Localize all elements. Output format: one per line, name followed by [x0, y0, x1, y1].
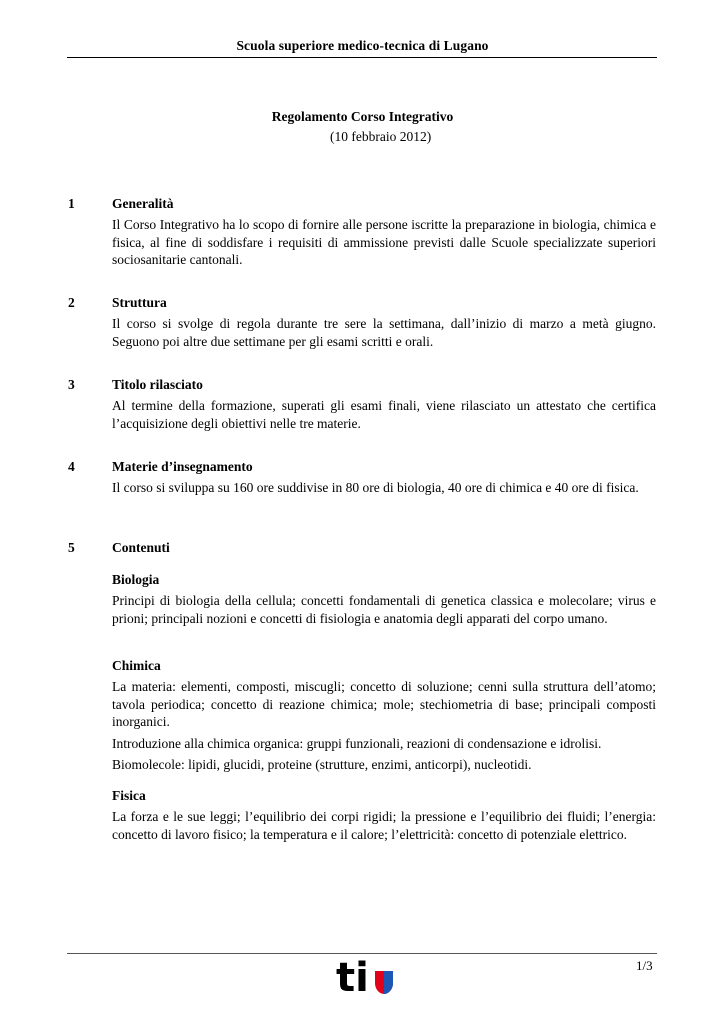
section-number: 1 [68, 196, 75, 211]
section-text: Il corso si sviluppa su 160 ore suddivise in 80 ore di biologia, 40 ore di chimica e 40 ore di fisica. [112, 480, 639, 495]
subsection-heading-chimica: Chimica [112, 658, 161, 673]
header-title: Scuola superiore medico-tecnica di Lugano [236, 38, 489, 53]
section-text: Al termine della formazione, superati gli esami finali, viene rilasciato un attestato che certifica l’acquisizione degli obiettivi nelle tre materie. [112, 398, 656, 431]
subsection-heading-biologia: Biologia [112, 572, 160, 587]
header-rule [67, 57, 657, 58]
document-date: (10 febbraio 2012) [330, 129, 432, 144]
page-number: 1/3 [636, 958, 653, 973]
canton-ticino-logo [336, 957, 394, 995]
section-number: 2 [68, 295, 75, 310]
subsection-text: Biomolecole: lipidi, glucidi, proteine (strutture, enzimi, anticorpi), nucleotidi. [112, 757, 532, 772]
section-heading: Struttura [112, 295, 167, 310]
footer-rule [67, 953, 657, 954]
section-heading: Contenuti [112, 540, 170, 555]
subsection-heading-fisica: Fisica [112, 788, 146, 803]
section-heading: Generalità [112, 196, 174, 211]
section-heading: Titolo rilasciato [112, 377, 203, 392]
section-number: 5 [68, 540, 75, 555]
subsection-text: La forza e le sue leggi; l’equilibrio dei corpi rigidi; la pressione e l’equilibrio dei fluidi; l’energia: concetto di lavoro fisico; la temperatura e il calore; l’elettricità: concetto di potenziale elettrico. [112, 809, 656, 842]
section-number: 3 [68, 377, 75, 392]
section-text: Il Corso Integrativo ha lo scopo di fornire alle persone iscritte la preparazione in biologia, chimica e fisica, al fine di soddisfare i requisiti di ammissione previsti dalle Scuole specializzate superiori sociosanitarie cantonali. [112, 217, 656, 267]
subsection-text: Principi di biologia della cellula; concetti fondamentali di genetica classica e molecolare; virus e prioni; principali nozioni e concetti di fisiologia e anatomia degli apparati del corpo umano. [112, 593, 656, 626]
document-title: Regolamento Corso Integrativo [271, 109, 454, 124]
subsection-text: La materia: elementi, composti, miscugli; concetto di soluzione; cenni sulla struttura dell’atomo; tavola periodica; concetto di reazione chimica; mole; stechiometria di base; principali composti inorganici. [112, 679, 656, 729]
section-heading: Materie d’insegnamento [112, 459, 253, 474]
section-text: Il corso si svolge di regola durante tre sere la settimana, dall’inizio di marzo a metà giugno. Seguono poi altre due settimane per gli esami scritti e orali. [112, 316, 656, 349]
section-number: 4 [68, 459, 75, 474]
logo-text: ti [336, 957, 369, 995]
subsection-text: Introduzione alla chimica organica: gruppi funzionali, reazioni di condensazione e idrolisi. [112, 736, 602, 751]
